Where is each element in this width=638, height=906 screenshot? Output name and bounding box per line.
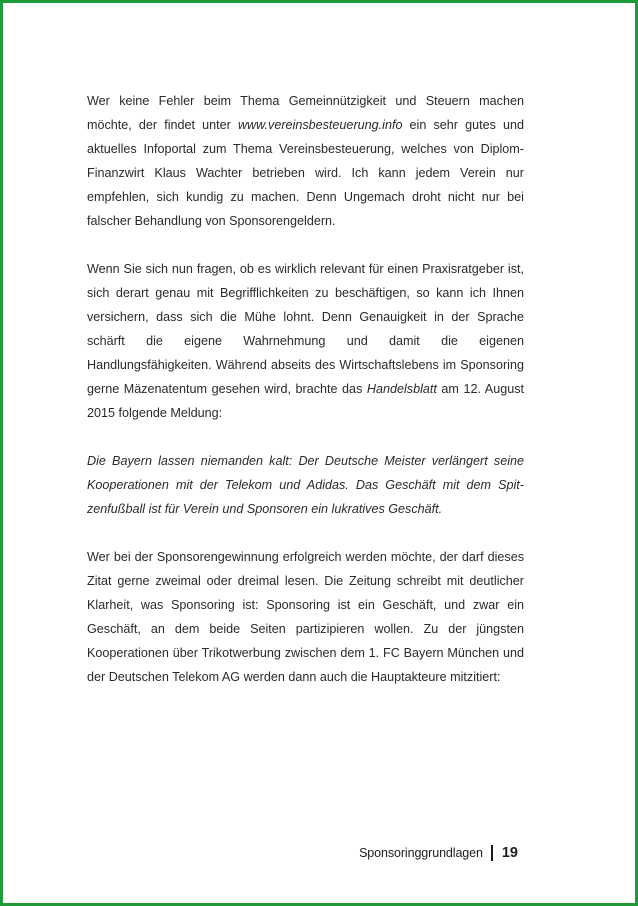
website-reference: www.vereinsbesteuerung.info <box>237 118 403 132</box>
paragraph-4: Wer bei der Sponsorengewinnung erfolgreich werden möchte, der darf dieses Zitat gerne zweimal oder dreimal lesen. Die Zeitung schreibt mit deutlicher Klarheit, was Sponsoring ist: Sponsoring ist ein Geschäft, und zwar ein Geschäft, an dem beide Seiten partizipieren wollen. Zu der jüngsten Kooperationen über Trikotwerbung zwischen dem 1. FC Bayern München und der Deutschen Telekom AG werden dann auch die Hauptakteure mitzitiert: <box>87 550 524 684</box>
paragraph-2: Wenn Sie sich nun fragen, ob es wirklich relevant für einen Praxisratgeber ist, sich derart genau mit Begrifflichkeiten zu beschäftigen, so kann ich Ihnen versichern, dass sich die Mühe lohnt. Denn Genauigkeit in der Sprache schärft die eigene Wahrnehmung und damit die eigenen Handlungsfähigkeiten. Während abseits des Wirtschaftslebens im Sponsoring gerne Mäzenatentum gesehen wird, brachte das Handelsblatt am 12. August 2015 folgende Meldung: <box>87 262 524 420</box>
footer-section-title: Sponsoringgrundlagen <box>359 846 483 860</box>
paragraph-1: Wer keine Fehler beim Thema Gemeinnützigkeit und Steuern machen möchte, der findet unter www.vereinsbesteuerung.info ein sehr gutes und aktuelles Infoportal zum Thema Vereinsbesteuerung, welches von Diplom-Finanzwirt Klaus Wachter betrieben wird. Ich kann jedem Verein nur empfehlen, sich kundig zu machen. Denn Ungemach droht nicht nur bei falscher Behandlung von Sponsorengeldern. <box>87 94 524 228</box>
newspaper-name: Handelsblatt <box>366 382 437 396</box>
page-footer <box>359 841 518 865</box>
page-number: 19 <box>501 845 518 861</box>
quote-paragraph: Die Bayern lassen niemanden kalt: Der Deutsche Meister verlängert seine Kooperationen mit der Telekom und Adidas. Das Geschäft mit dem Spitzenfußball ist für Verein und Sponsoren ein lukratives Geschäft. <box>87 454 524 516</box>
footer-divider <box>491 845 493 861</box>
body-text <box>87 89 524 713</box>
